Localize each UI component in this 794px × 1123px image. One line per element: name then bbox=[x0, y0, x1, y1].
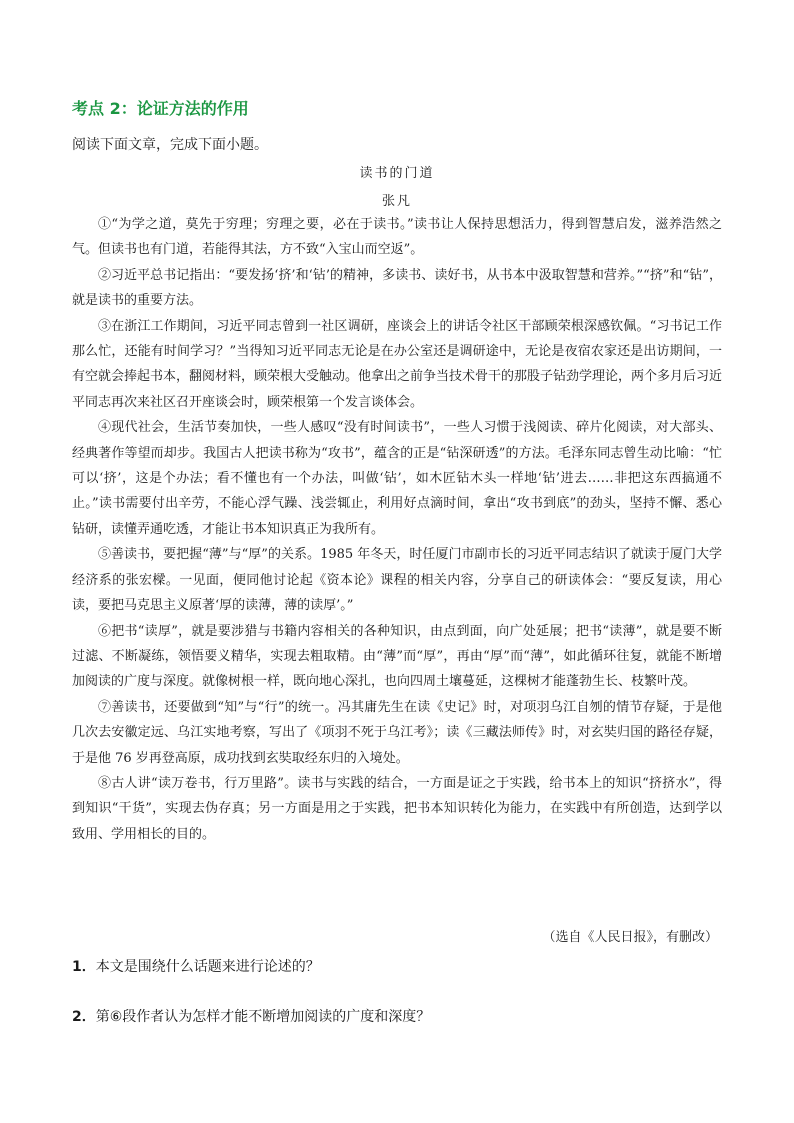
article-paragraph: ⑧古人讲“读万卷书，行万里路”。读书与实践的结合，一方面是证之于实践，给书本上的知识“挤挤水”，得到知识“干货”，实现去伪存真；另一方面是用之于实践，把书本知识转化为能力，在实践中有所创造，达到学以致用、学用相长的目的。 bbox=[72, 775, 722, 842]
article-paragraph: ⑤善读书，要把握“薄”与“厚”的关系。1985 年冬天，时任厦门市副市长的习近平同志结识了就读于厦门大学经济系的张宏樑。一见面，便同他讨论起《资本论》课程的相关内容，分享自己的研读体会：“要反复读，用心读，要把马克思主义原著‘厚的读薄，薄的读厚’。” bbox=[72, 547, 722, 614]
article-source: （选自《人民日报》，有删改） bbox=[542, 930, 718, 945]
question-2 bbox=[72, 1006, 430, 1026]
question-text: 本文是围绕什么话题来进行论述的？ bbox=[95, 959, 320, 975]
question-text: 第⑥段作者认为怎样才能不断增加阅读的广度和深度？ bbox=[95, 1009, 431, 1025]
article-body bbox=[72, 212, 722, 847]
article-title: 读书的门道 bbox=[359, 166, 435, 181]
article-paragraph: ①“为学之道，莫先于穷理；穷理之要，必在于读书。”读书让人保持思想活力，得到智慧启发，滋养浩然之气。但读书也有门道，若能得其法，方不致“入宝山而空返”。 bbox=[72, 217, 722, 258]
article-paragraph: ②习近平总书记指出：“要发扬‘挤’和‘钻’的精神，多读书、读好书，从书本中汲取智慧和营养。”“挤”和“钻”，就是读书的重要方法。 bbox=[72, 267, 722, 309]
article-paragraph: ④现代社会，生活节奏加快，一些人感叹“没有时间读书”，一些人习惯于浅阅读、碎片化阅读，对大部头、经典著作等望而却步。我国古人把读书称为“攻书”，蕴含的正是“钻深研透”的方法。毛泽东同志曾生动比喻：“忙可以‘挤’，这是个办法；看不懂也有一个办法，叫做‘钻’，如木匠钻木头一样地‘钻’进去……非把这东西搞通不止。”读书需要付出辛劳，不能心浮气躁、浅尝辄止，利用好点滴时间，拿出“攻书到底”的劲头，坚持不懈、悉心钻研，读懂弄通吃透，才能让书本知识真正为我所有。 bbox=[72, 420, 722, 537]
question-number: 2． bbox=[72, 1009, 96, 1025]
reading-instruction: 阅读下面文章，完成下面小题。 bbox=[72, 137, 268, 153]
article-paragraph: ⑦善读书，还要做到“知”与“行”的统一。冯其庸先生在读《史记》时，对项羽乌江自刎的情节存疑，于是他几次去安徽定远、乌江实地考察，写出了《项羽不死于乌江考》；读《三藏法师传》时，对玄奘归国的路径存疑，于是他 76 岁再登高原，成功找到玄奘取经东归的入境处。 bbox=[72, 699, 722, 766]
question-number: 1． bbox=[72, 959, 96, 975]
question-1 bbox=[72, 956, 320, 976]
article-paragraph: ⑥把书“读厚”，就是要涉猎与书籍内容相关的各种知识，由点到面，向广处延展；把书“读薄”，就是要不断过滤、不断凝练，领悟要义精华，实现去粗取精。由“薄”而“厚”，再由“厚”而“薄”，如此循环往复，就能不断增加阅读的广度与深度。就像树根一样，既向地心深扎，也向四周土壤蔓延，这棵树才能蓬勃生长、枝繁叶茂。 bbox=[72, 623, 722, 690]
article-author: 张凡 bbox=[381, 194, 412, 209]
article-paragraph: ③在浙江工作期间，习近平同志曾到一社区调研，座谈会上的讲话令社区干部顾荣根深感钦佩。“习书记工作那么忙，还能有时间学习？”当得知习近平同志无论是在办公室还是调研途中，无论是夜宿农家还是出访期间，一有空就会捧起书本，翻阅材料，顾荣根大受触动。他拿出之前争当技术骨干的那股子钻劲学理论，两个多月后习近平同志再次来社区召开座谈会时，顾荣根第一个发言谈体会。 bbox=[72, 318, 723, 410]
section-heading: 考点 2：论证方法的作用 bbox=[72, 99, 249, 118]
